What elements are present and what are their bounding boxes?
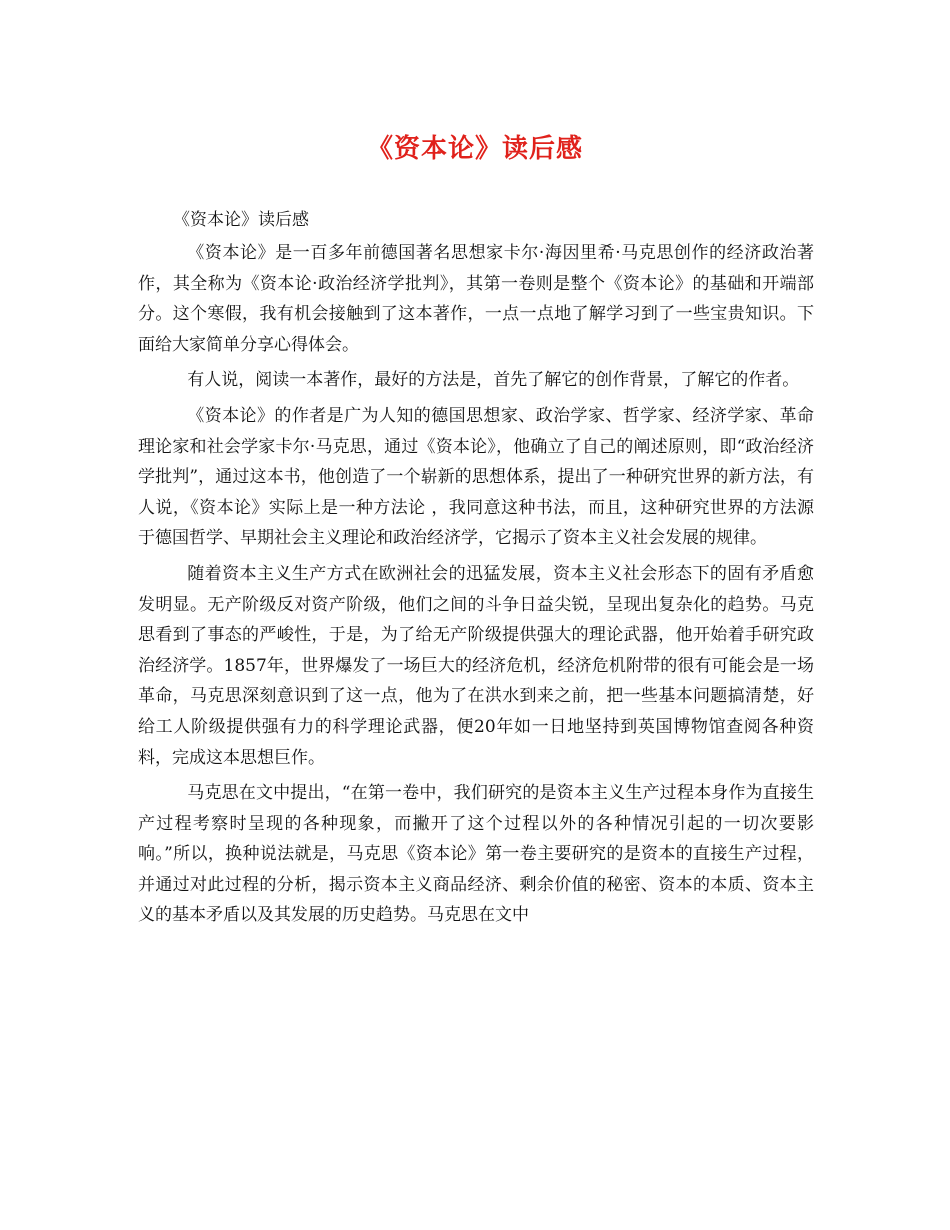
paragraph-1: 《资本论》是一百多年前德国著名思想家卡尔·海因里希·马克思创作的经济政治著作，其全称为《资本论·政治经济学批判》，其第一卷则是整个《资本论》的基础和开端部分。这个寒假，我有机会接触到了这本著作，一点一点地了解学习到了一些宝贵知识。下面给大家简单分享心得体会。 [138,243,814,355]
document-body [138,238,814,936]
document-title: 《资本论》读后感 [366,134,583,164]
paragraph-3: 《资本论》的作者是广为人知的德国思想家、政治学家、哲学家、经济学家、革命理论家和社会学家卡尔·马克思，通过《资本论》，他确立了自己的阐述原则，即“政治经济学批判”，通过这本书，他创造了一个崭新的思想体系，提出了一种研究世界的新方法，有人说，《资本论》实际上是一种方法论 ，我同意这种书法，而且，这种研究世界的方法源于德国哲学、早期社会主义理论和政治经济学，它揭示了资本主义社会发展的规律。 [138,405,814,549]
paragraph-4: 随着资本主义生产方式在欧洲社会的迅猛发展，资本主义社会形态下的固有矛盾愈发明显。无产阶级反对资产阶级，他们之间的斗争日益尖锐，呈现出复杂化的趋势。马克思看到了事态的严峻性，于是，为了给无产阶级提供强大的理论武器，他开始着手研究政治经济学。1857年，世界爆发了一场巨大的经济危机，经济危机附带的很有可能会是一场革命，马克思深刻意识到了这一点，他为了在洪水到来之前，把一些基本问题搞清楚，好给工人阶级提供强有力的科学理论武器，便20年如一日地坚持到英国博物馆查阅各种资料，完成这本思想巨作。 [138,563,814,768]
document-subtitle: 《资本论》读后感 [173,210,309,230]
paragraph-2: 有人说，阅读一本著作，最好的方法是，首先了解它的创作背景，了解它的作者。 [187,370,800,391]
paragraph-5: 马克思在文中提出，“在第一卷中，我们研究的是资本主义生产过程本身作为直接生产过程考察时呈现的各种现象，而撇开了这个过程以外的各种情况引起的一切次要影响。”所以，换种说法就是，马克思《资本论》第一卷主要研究的是资本的直接生产过程，并通过对此过程的分析，揭示资本主义商品经济、剩余价值的秘密、资本的本质、资本主义的基本矛盾以及其发展的历史趋势。马克思在文中 [138,783,814,926]
